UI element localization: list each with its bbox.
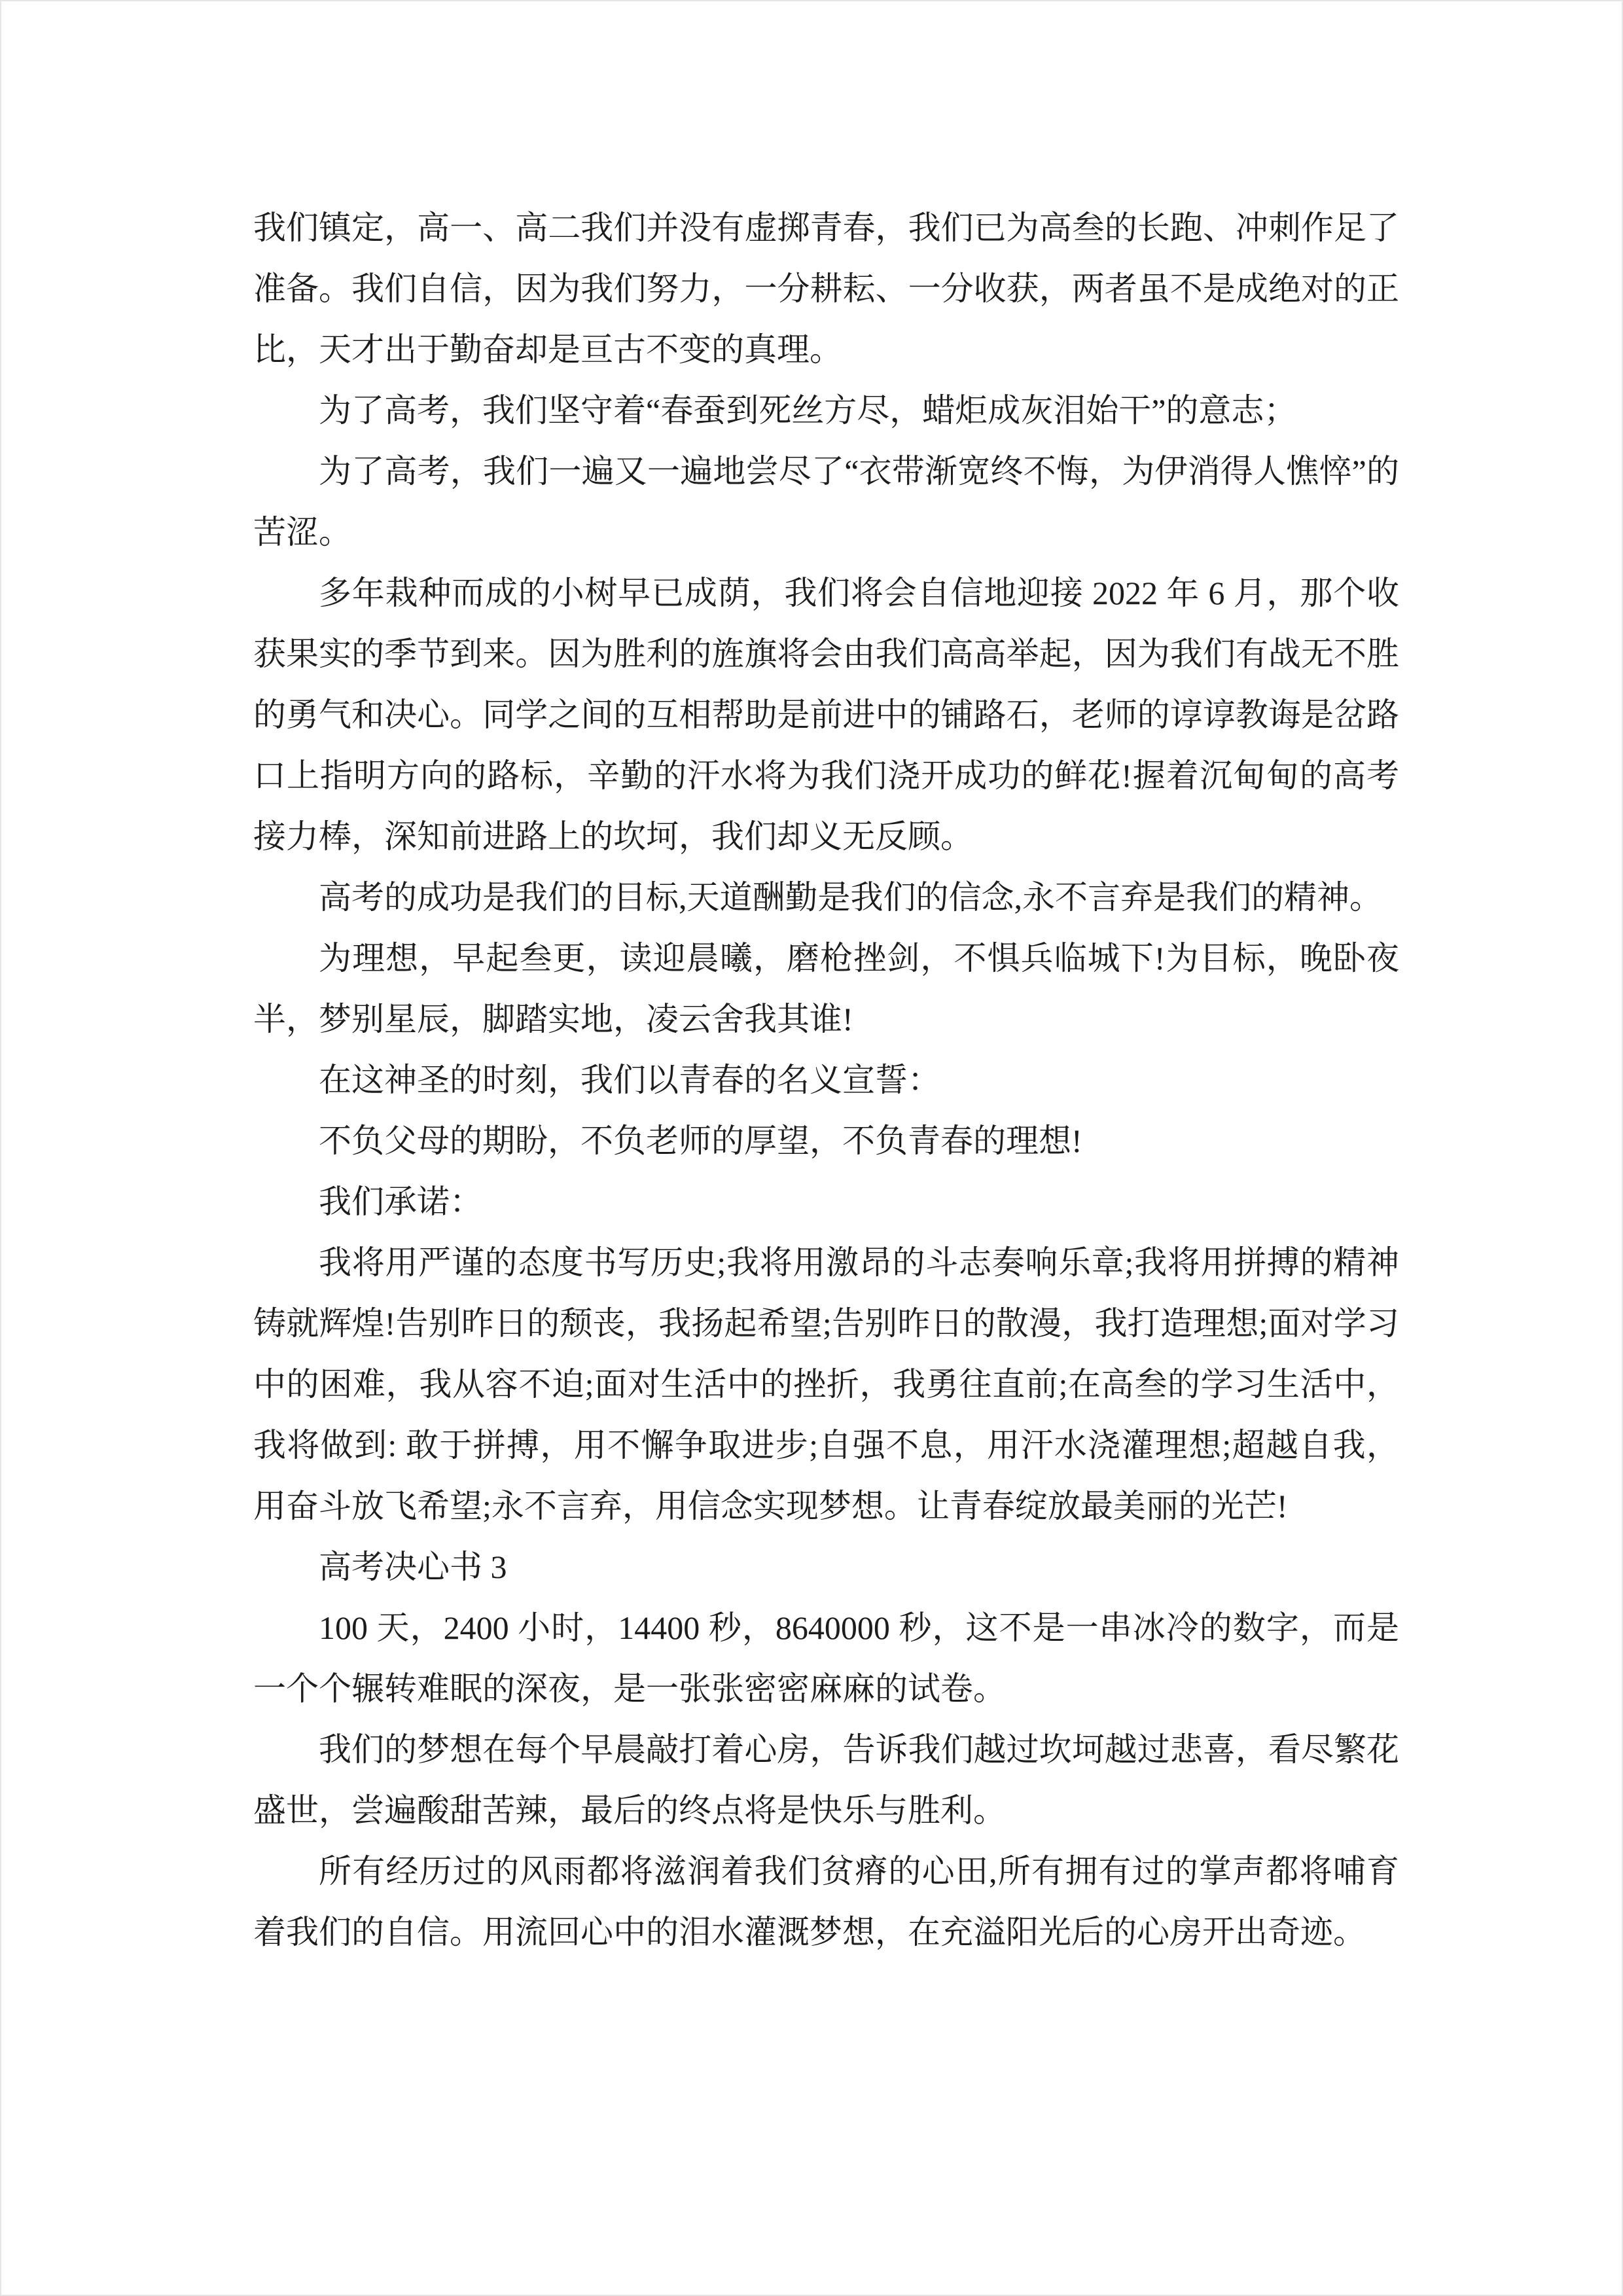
paragraph: 不负父母的期盼，不负老师的厚望，不负青春的理想!	[319, 1122, 1082, 1159]
paragraph: 我们承诺：	[319, 1183, 482, 1220]
paragraph: 我们镇定，高一、高二我们并没有虚掷青春，我们已为高叁的长跑、冲刺作足了准备。我们自信，因为我们努力，一分耕耘、一分收获，两者虽不是成绝对的正比，天才出于勤奋却是亘古不变的真理。	[253, 209, 1399, 368]
paragraph: 所有经历过的风雨都将滋润着我们贫瘠的心田,所有拥有过的掌声都将哺育着我们的自信。用流回心中的泪水灌溉梦想，在充溢阳光后的心房开出奇迹。	[253, 1853, 1399, 1950]
paragraph: 为了高考，我们一遍又一遍地尝尽了“衣带渐宽终不悔，为伊消得人憔悴”的苦涩。	[253, 453, 1399, 550]
paragraph: 多年栽种而成的小树早已成荫，我们将会自信地迎接 2022 年 6 月，那个收获果实的季节到来。因为胜利的旌旗将会由我们高高举起，因为我们有战无不胜的勇气和决心。同学之间的互相帮助是前进中的铺路石，老师的谆谆教诲是岔路口上指明方向的路标，辛勤的汗水将为我们浇开成功的鲜花!握着沉甸甸的高考接力棒，深知前进路上的坎坷，我们却义无反顾。	[253, 575, 1399, 855]
paragraph: 高考的成功是我们的目标,天道酬勤是我们的信念,永不言弃是我们的精神。	[319, 879, 1382, 916]
paragraph: 我将用严谨的态度书写历史;我将用激昂的斗志奏响乐章;我将用拼搏的精神铸就辉煌!告别昨日的颓丧，我扬起希望;告别昨日的散漫，我打造理想;面对学习中的困难，我从容不迫;面对生活中的挫折，我勇往直前;在高叁的学习生活中，我将做到: 敢于拼搏，用不懈争取进步;自强不息，用汗水浇灌理想;超越自我，用奋斗放飞希望;永不言弃，用信念实现梦想。让青春绽放最美丽的光芒!	[253, 1244, 1399, 1524]
paragraph: 在这神圣的时刻，我们以青春的名义宣誓：	[319, 1062, 940, 1098]
paragraph: 我们的梦想在每个早晨敲打着心房，告诉我们越过坎坷越过悲喜，看尽繁花盛世，尝遍酸甜苦辣，最后的终点将是快乐与胜利。	[253, 1731, 1399, 1829]
paragraph: 为理想，早起叁更，读迎晨曦，磨枪挫剑，不惧兵临城下!为目标，晚卧夜半，梦别星辰，脚踏实地，凌云舍我其谁!	[253, 940, 1399, 1037]
section-title: 高考决心书 3	[319, 1549, 507, 1585]
paragraph: 为了高考，我们坚守着“春蚕到死丝方尽，蜡炬成灰泪始干”的意志；	[319, 392, 1297, 429]
paragraph: 100 天，2400 小时，14400 秒，8640000 秒，这不是一串冰冷的数字，而是一个个辗转难眠的深夜，是一张张密密麻麻的试卷。	[253, 1609, 1399, 1707]
